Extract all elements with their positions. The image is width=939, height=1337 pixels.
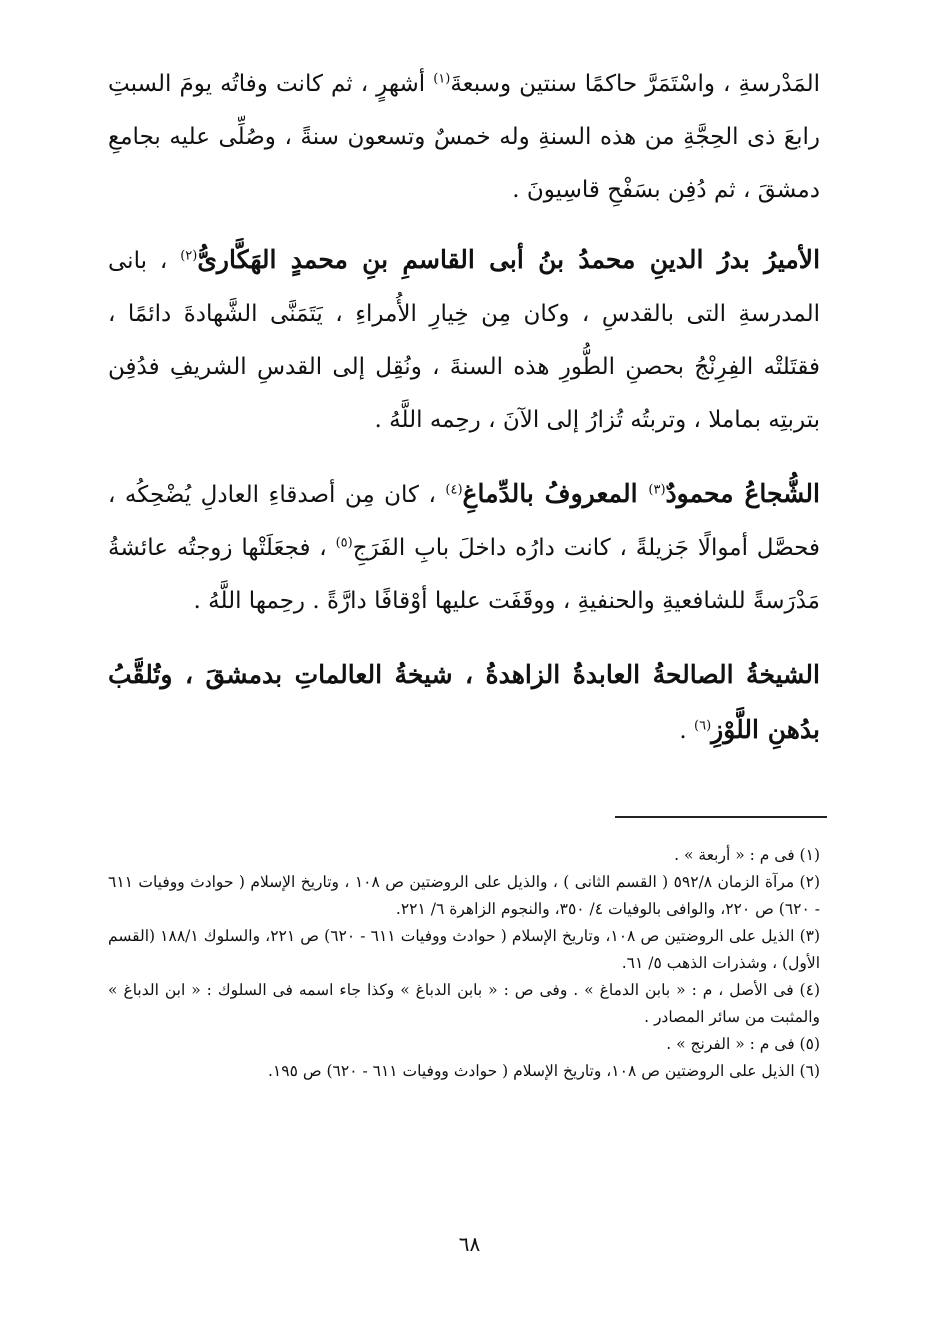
paragraph-1-text-a: المَدْرسةِ ، واسْتَمَرَّ حاكمًا سنتين وسبعةَ (450, 71, 820, 97)
footnotes (108, 842, 820, 1085)
paragraph-1-text-b: أشهرٍ ، ثم كانت وفاتُه يومَ السبتِ رابعَ ذى الحِجَّةِ من هذه السنةِ وله خمسٌ وتسعون سنةً ، وصُلِّى عليه بجامعِ دمشقَ ، ثم دُفِن بسَفْحِ قاسِيونَ . (108, 71, 820, 203)
footnote-ref-2: (٢) (180, 248, 198, 264)
footnote-ref-5: (٥) (335, 535, 353, 551)
footnote-1: (١) فى م : « أربعة » . (674, 846, 820, 864)
footnote-3: (٣) الذيل على الروضتين ص ١٠٨، وتاريخ الإسلام ( حوادث ووفيات ٦١١ - ٦٢٠) ص ٢٢١، والسلوك ١٨٨/١ (القسم الأول) ، وشذرات الذهب ٥/ ٦١. (108, 927, 821, 972)
paragraph-2 (108, 233, 820, 447)
paragraph-4 (108, 648, 820, 758)
entry-heading-shaykha: الشيخةُ الصالحةُ العابدةُ الزاهدةُ ، شيخةُ العالماتِ بدمشقَ ، وتُلقَّبُ بدُهنِ اللَّوْزِ (108, 660, 820, 744)
footnote-ref-3: (٣) (648, 482, 666, 498)
entry-heading-mahmud-a: الشُّجاعُ محمودٌ (665, 479, 820, 508)
paragraph-3 (108, 467, 820, 628)
entry-heading-mahmud-b: المعروفُ بالدِّماغِ (462, 479, 649, 508)
paragraph-3-text-b: ، فجعَلَتْها زوجتُه عائشةُ مَدْرَسةً للشافعيةِ والحنفيةِ ، ووقَفَت عليها أوْقافًا دارَّةً . رحِمها اللَّهُ . (108, 535, 820, 614)
paragraph-4-text: . (679, 718, 687, 744)
main-text (108, 58, 820, 778)
paragraph-3-text-a: ، كان مِن أصدقاءِ العادلِ يُضْحِكُه ، فحصَّل أموالًا جَزيلةً ، كانت دارُه داخلَ بابِ الفَرَجِ (108, 482, 820, 561)
footnote-ref-1: (١) (433, 71, 451, 87)
footnote-ref-4: (٤) (445, 482, 463, 498)
paragraph-1 (108, 58, 820, 217)
footnote-separator (615, 816, 827, 818)
entry-heading-badr-al-din: الأميرُ بدرُ الدينِ محمدُ بنُ أبى القاسمِ بنِ محمدٍ الهَكَّارىُّ (197, 245, 821, 274)
footnote-5: (٥) فى م : « الفرنج » . (666, 1035, 820, 1053)
paragraph-2-text: ، بانى المدرسةِ التى بالقدسِ ، وكان مِن خِيارِ الأُمراءِ ، يَتَمَنَّى الشَّهادةَ دائمًا ، فقتَلتْه الفِرِنْجُ بحصنِ الطُّورِ هذه السنةَ ، ونُقِل إلى القدسِ الشريفِ فدُفِن بتربتِه بماملا ، وتربتُه تُزارُ إلى الآنَ ، رحِمه اللَّهُ . (108, 248, 820, 433)
page-number: ٦٨ (458, 1232, 481, 1256)
footnote-ref-6: (٦) (694, 718, 712, 734)
footnote-4: (٤) فى الأصل ، م : « بابن الدماغ » . وفى ص : « بابن الدباغ » وكذا جاء اسمه فى السلوك : « ابن الدباغ » والمثبت من سائر المصادر . (108, 981, 820, 1026)
footnote-2: (٢) مرآة الزمان ٥٩٢/٨ ( القسم الثانى ) ، والذيل على الروضتين ص ١٠٨ ، وتاريخ الإسلام ( حوادث ووفيات ٦١١ - ٦٢٠) ص ٢٢٠، والوافى بالوفيات ٤/ ٣٥٠، والنجوم الزاهرة ٦/ ٢٢١. (108, 873, 820, 918)
footnote-6: (٦) الذيل على الروضتين ص ١٠٨، وتاريخ الإسلام ( حوادث ووفيات ٦١١ - ٦٢٠) ص ١٩٥. (267, 1062, 820, 1080)
